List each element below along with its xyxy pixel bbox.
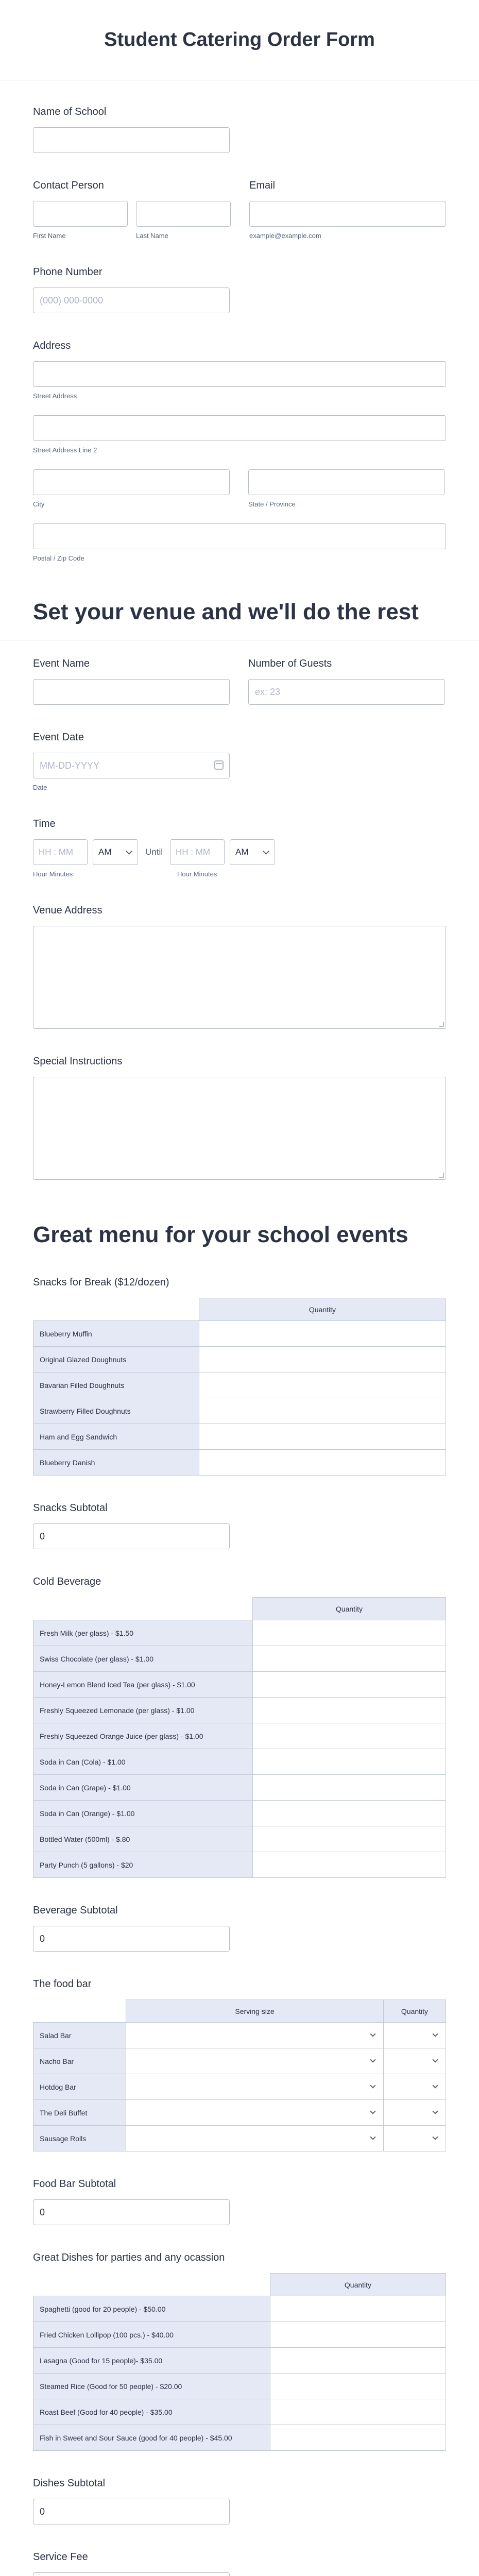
quantity-cell[interactable] bbox=[253, 1672, 446, 1698]
address-field bbox=[33, 340, 446, 562]
table-row bbox=[33, 1347, 446, 1372]
chevron-down-icon bbox=[432, 2082, 438, 2088]
postal-input[interactable] bbox=[33, 523, 446, 549]
menu-section-header bbox=[0, 1207, 479, 1263]
event-name-input[interactable] bbox=[33, 679, 230, 705]
table-row bbox=[33, 1450, 446, 1476]
quantity-cell[interactable] bbox=[199, 1398, 446, 1424]
dropdown-cell[interactable] bbox=[384, 2100, 446, 2126]
dropdown-cell[interactable] bbox=[384, 2048, 446, 2074]
special-instructions-textarea[interactable] bbox=[33, 1077, 446, 1180]
chevron-down-icon bbox=[370, 2108, 375, 2114]
quantity-header: Quantity bbox=[270, 2274, 446, 2296]
foodbar-field bbox=[33, 1978, 446, 2151]
dropdown-cell[interactable] bbox=[126, 2100, 384, 2126]
row-label: Strawberry Filled Doughnuts bbox=[33, 1398, 199, 1424]
beverage-subtotal-field bbox=[33, 1905, 446, 1952]
snacks-field bbox=[33, 1277, 446, 1476]
row-label: Salad Bar bbox=[33, 2023, 126, 2048]
row-label: Ham and Egg Sandwich bbox=[33, 1424, 199, 1450]
event-name-label: Event Name bbox=[33, 658, 90, 669]
snacks-table bbox=[33, 1298, 446, 1476]
quantity-cell[interactable] bbox=[253, 1775, 446, 1801]
dishes-label: Great Dishes for parties and any ocassion bbox=[33, 2252, 225, 2263]
address-label: Address bbox=[33, 340, 71, 351]
time-to-input[interactable]: HH : MM bbox=[170, 839, 225, 865]
foodbar-table bbox=[33, 1999, 446, 2151]
row-label: Blueberry Danish bbox=[33, 1450, 199, 1476]
table-row bbox=[33, 1749, 446, 1775]
serving-size-header: Serving size bbox=[126, 2000, 384, 2023]
table-row bbox=[33, 2023, 446, 2048]
row-label: Bottled Water (500ml) - $.80 bbox=[33, 1826, 253, 1852]
dishes-subtotal-label: Dishes Subtotal bbox=[33, 2478, 106, 2489]
table-row bbox=[33, 1372, 446, 1398]
state-sublabel: State / Province bbox=[248, 500, 296, 508]
row-label: Steamed Rice (Good for 50 people) - $20.00 bbox=[33, 2374, 270, 2399]
row-label: Bavarian Filled Doughnuts bbox=[33, 1372, 199, 1398]
table-row bbox=[33, 1801, 446, 1826]
blank-header bbox=[33, 1598, 253, 1620]
quantity-cell[interactable] bbox=[199, 1424, 446, 1450]
event-name-field bbox=[33, 658, 230, 705]
event-date-label: Event Date bbox=[33, 732, 84, 743]
phone-input[interactable]: (000) 000-0000 bbox=[33, 287, 230, 313]
street2-input[interactable] bbox=[33, 415, 446, 441]
city-sublabel: City bbox=[33, 500, 45, 508]
dropdown-cell[interactable] bbox=[126, 2048, 384, 2074]
dishes-subtotal-field bbox=[33, 2478, 446, 2524]
until-text: Until bbox=[145, 847, 163, 857]
guests-input[interactable]: ex: 23 bbox=[248, 679, 445, 705]
school-input[interactable] bbox=[33, 127, 230, 153]
email-field bbox=[249, 180, 446, 240]
service-fee-field bbox=[33, 2551, 446, 2576]
table-row bbox=[33, 1321, 446, 1347]
snacks-subtotal-label: Snacks Subtotal bbox=[33, 1502, 108, 1514]
table-row bbox=[33, 2100, 446, 2126]
table-row bbox=[33, 1424, 446, 1450]
dropdown-cell[interactable] bbox=[126, 2023, 384, 2048]
table-row bbox=[33, 2425, 446, 2451]
guests-label: Number of Guests bbox=[248, 658, 332, 669]
postal-sublabel: Postal / Zip Code bbox=[33, 554, 84, 562]
last-name-sublabel: Last Name bbox=[136, 232, 168, 240]
event-date-sublabel: Date bbox=[33, 784, 47, 791]
event-row bbox=[33, 658, 446, 705]
ampm-value: AM bbox=[98, 847, 112, 857]
foodbar-subtotal-label: Food Bar Subtotal bbox=[33, 2178, 116, 2190]
table-row bbox=[33, 2048, 446, 2074]
dishes-field bbox=[33, 2252, 446, 2451]
beverage-table bbox=[33, 1597, 446, 1878]
chevron-down-icon bbox=[263, 848, 269, 855]
time-label: Time bbox=[33, 818, 56, 829]
foodbar-label: The food bar bbox=[33, 1978, 92, 1990]
table-row bbox=[33, 1826, 446, 1852]
row-label: Nacho Bar bbox=[33, 2048, 126, 2074]
table-row bbox=[33, 1723, 446, 1749]
dropdown-cell[interactable] bbox=[126, 2074, 384, 2100]
row-label: Lasagna (Good for 15 people)- $35.00 bbox=[33, 2348, 270, 2374]
row-label: Original Glazed Doughnuts bbox=[33, 1347, 199, 1372]
table-row bbox=[33, 1398, 446, 1424]
quantity-header: Quantity bbox=[384, 2000, 446, 2023]
row-label: The Deli Buffet bbox=[33, 2100, 126, 2126]
row-label: Hotdog Bar bbox=[33, 2074, 126, 2100]
chevron-down-icon bbox=[432, 2057, 438, 2062]
quantity-cell[interactable] bbox=[270, 2425, 446, 2451]
email-input[interactable] bbox=[249, 201, 446, 227]
quantity-cell[interactable] bbox=[199, 1372, 446, 1398]
quantity-cell[interactable] bbox=[199, 1450, 446, 1476]
snacks-subtotal-input[interactable]: 0 bbox=[33, 1523, 230, 1549]
blank-header bbox=[33, 2000, 126, 2023]
event-date-field bbox=[33, 732, 446, 791]
quantity-cell[interactable] bbox=[253, 1826, 446, 1852]
row-label: Sausage Rolls bbox=[33, 2126, 126, 2151]
chevron-down-icon bbox=[370, 2031, 375, 2037]
row-label: Blueberry Muffin bbox=[33, 1321, 199, 1347]
table-row bbox=[33, 1646, 446, 1672]
table-row bbox=[33, 1620, 446, 1646]
street-input[interactable] bbox=[33, 361, 446, 387]
row-label: Spaghetti (good for 20 people) - $50.00 bbox=[33, 2296, 270, 2322]
quantity-cell[interactable] bbox=[270, 2399, 446, 2425]
phone-field bbox=[33, 266, 446, 313]
street-sublabel: Street Address bbox=[33, 392, 77, 400]
venue-address-label: Venue Address bbox=[33, 905, 102, 916]
row-label: Fresh Milk (per glass) - $1.50 bbox=[33, 1620, 253, 1646]
beverage-subtotal-input[interactable]: 0 bbox=[33, 1926, 230, 1952]
row-label: Soda in Can (Orange) - $1.00 bbox=[33, 1801, 253, 1826]
calendar-icon[interactable] bbox=[214, 760, 224, 770]
chevron-down-icon bbox=[370, 2134, 375, 2140]
row-label: Party Punch (5 gallons) - $20 bbox=[33, 1852, 253, 1878]
snacks-label: Snacks for Break ($12/dozen) bbox=[33, 1277, 169, 1288]
snacks-subtotal-field bbox=[33, 1502, 446, 1549]
quantity-cell[interactable] bbox=[270, 2348, 446, 2374]
dropdown-cell[interactable] bbox=[384, 2126, 446, 2151]
row-label: Freshly Squeezed Lemonade (per glass) - $1.00 bbox=[33, 1698, 253, 1723]
quantity-cell[interactable] bbox=[253, 1646, 446, 1672]
email-sublabel: example@example.com bbox=[249, 232, 321, 240]
row-label: Fish in Sweet and Sour Sauce (good for 40 people) - $45.00 bbox=[33, 2425, 270, 2451]
first-name-sublabel: First Name bbox=[33, 232, 66, 240]
form-title: Student Catering Order Form bbox=[104, 29, 375, 50]
beverage-subtotal-label: Beverage Subtotal bbox=[33, 1905, 118, 1916]
quantity-cell[interactable] bbox=[270, 2296, 446, 2322]
dropdown-cell[interactable] bbox=[384, 2074, 446, 2100]
blank-header bbox=[33, 2274, 270, 2296]
time-from-sublabel: Hour Minutes bbox=[33, 870, 73, 878]
ampm-value: AM bbox=[235, 847, 249, 857]
state-input[interactable] bbox=[248, 469, 445, 495]
street2-sublabel: Street Address Line 2 bbox=[33, 446, 97, 454]
contact-email-row bbox=[33, 180, 446, 240]
quantity-cell[interactable] bbox=[253, 1801, 446, 1826]
last-name-input[interactable] bbox=[136, 201, 231, 227]
row-label: Soda in Can (Grape) - $1.00 bbox=[33, 1775, 253, 1801]
foodbar-subtotal-field bbox=[33, 2178, 446, 2225]
chevron-down-icon bbox=[432, 2134, 438, 2140]
foodbar-subtotal-input[interactable]: 0 bbox=[33, 2199, 230, 2225]
venue-heading: Set your venue and we'll do the rest bbox=[33, 599, 419, 624]
table-row bbox=[33, 2374, 446, 2399]
beverage-label: Cold Beverage bbox=[33, 1576, 101, 1587]
table-row bbox=[33, 2126, 446, 2151]
venue-section-header bbox=[0, 584, 479, 640]
chevron-down-icon bbox=[370, 2057, 375, 2062]
guests-field bbox=[248, 658, 445, 705]
beverage-field bbox=[33, 1576, 446, 1878]
email-label: Email bbox=[249, 180, 276, 191]
row-label: Honey-Lemon Blend Iced Tea (per glass) - $1.00 bbox=[33, 1672, 253, 1698]
quantity-cell[interactable] bbox=[270, 2374, 446, 2399]
quantity-cell[interactable] bbox=[253, 1852, 446, 1878]
special-instructions-field bbox=[33, 1056, 446, 1180]
phone-label: Phone Number bbox=[33, 266, 102, 278]
quantity-cell[interactable] bbox=[253, 1749, 446, 1775]
time-from-ampm-select[interactable] bbox=[93, 839, 138, 865]
dishes-subtotal-input[interactable]: 0 bbox=[33, 2499, 230, 2524]
chevron-down-icon bbox=[432, 2108, 438, 2114]
time-from-input[interactable]: HH : MM bbox=[33, 839, 88, 865]
school-field bbox=[33, 106, 446, 153]
venue-address-textarea[interactable] bbox=[33, 926, 446, 1029]
menu-heading: Great menu for your school events bbox=[33, 1222, 408, 1247]
time-to-sublabel: Hour Minutes bbox=[177, 870, 217, 878]
city-input[interactable] bbox=[33, 469, 230, 495]
row-label: Soda in Can (Cola) - $1.00 bbox=[33, 1749, 253, 1775]
school-label: Name of School bbox=[33, 106, 107, 117]
blank-header bbox=[33, 1298, 199, 1321]
chevron-down-icon bbox=[432, 2031, 438, 2037]
table-row bbox=[33, 1775, 446, 1801]
table-row bbox=[33, 2296, 446, 2322]
row-label: Swiss Chocolate (per glass) - $1.00 bbox=[33, 1646, 253, 1672]
quantity-cell[interactable] bbox=[199, 1321, 446, 1347]
quantity-cell[interactable] bbox=[253, 1723, 446, 1749]
quantity-cell[interactable] bbox=[253, 1620, 446, 1646]
special-instructions-label: Special Instructions bbox=[33, 1056, 123, 1067]
contact-label: Contact Person bbox=[33, 180, 104, 191]
row-label: Fried Chicken Lollipop (100 pcs.) - $40.00 bbox=[33, 2322, 270, 2348]
table-row bbox=[33, 1672, 446, 1698]
first-name-input[interactable] bbox=[33, 201, 128, 227]
service-fee-label: Service Fee bbox=[33, 2551, 88, 2563]
service-fee-input[interactable] bbox=[33, 2572, 230, 2576]
quantity-cell[interactable] bbox=[253, 1698, 446, 1723]
dishes-table bbox=[33, 2273, 446, 2451]
quantity-cell[interactable] bbox=[270, 2322, 446, 2348]
time-field bbox=[33, 818, 446, 878]
venue-address-field bbox=[33, 905, 446, 1029]
row-label: Roast Beef (Good for 40 people) - $35.00 bbox=[33, 2399, 270, 2425]
quantity-cell[interactable] bbox=[199, 1347, 446, 1372]
chevron-down-icon bbox=[370, 2082, 375, 2088]
table-row bbox=[33, 1698, 446, 1723]
table-row bbox=[33, 2399, 446, 2425]
table-row bbox=[33, 2074, 446, 2100]
quantity-header: Quantity bbox=[199, 1298, 446, 1321]
table-row bbox=[33, 1852, 446, 1878]
chevron-down-icon bbox=[126, 848, 132, 855]
dropdown-cell[interactable] bbox=[126, 2126, 384, 2151]
time-to-ampm-select[interactable] bbox=[230, 839, 275, 865]
table-row bbox=[33, 2348, 446, 2374]
table-row bbox=[33, 2322, 446, 2348]
row-label: Freshly Squeezed Orange Juice (per glass) - $1.00 bbox=[33, 1723, 253, 1749]
dropdown-cell[interactable] bbox=[384, 2023, 446, 2048]
form-header bbox=[0, 0, 479, 80]
quantity-header: Quantity bbox=[253, 1598, 446, 1620]
event-date-input[interactable]: MM-DD-YYYY bbox=[33, 753, 230, 778]
contact-field bbox=[33, 180, 231, 240]
